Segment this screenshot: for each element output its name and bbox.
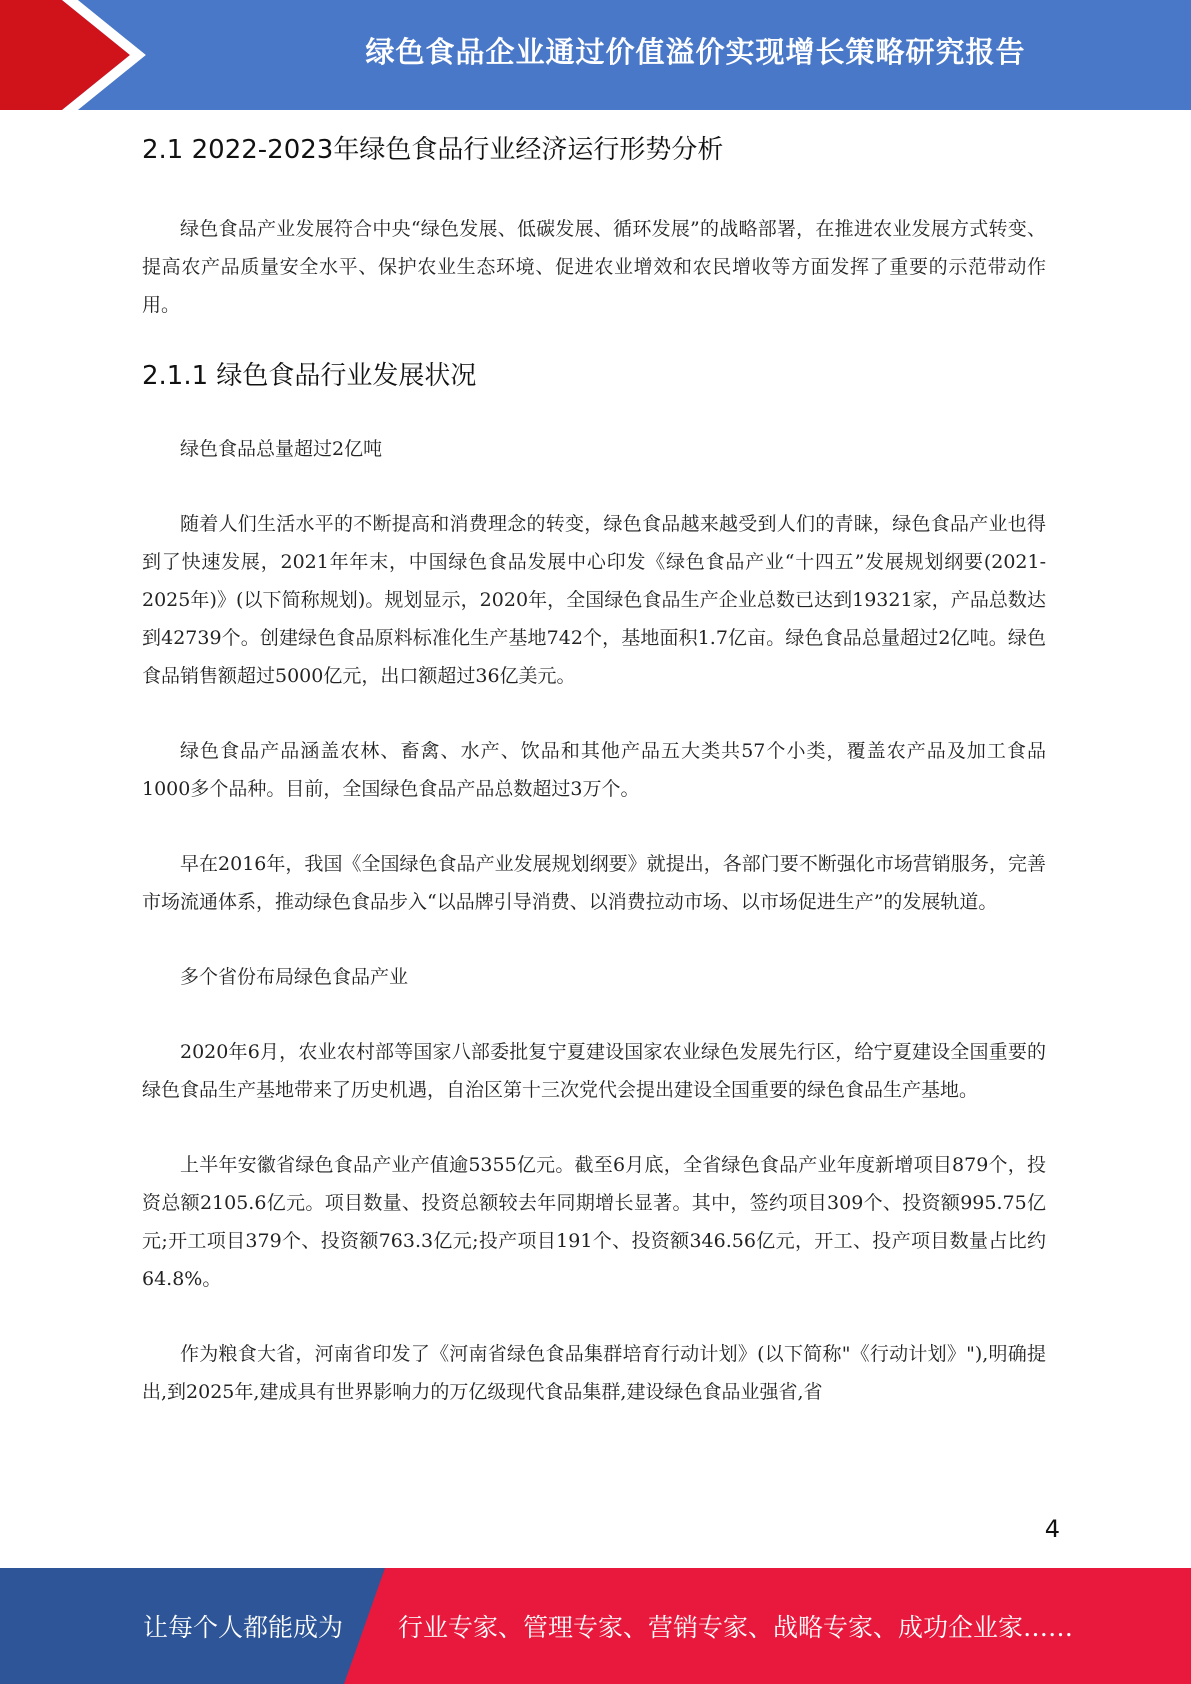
- paragraph-ningxia: 2020年6月，农业农村部等国家八部委批复宁夏建设国家农业绿色发展先行区，给宁夏建设全国重要的绿色食品生产基地带来了历史机遇，自治区第十三次党代会提出建设全国重要的绿色食品生产基地。: [142, 1041, 1046, 1101]
- page-header: [0, 0, 1191, 110]
- footer-slogan-left: 让每个人都能成为: [143, 1613, 344, 1642]
- paragraph-intro: 绿色食品产业发展符合中央“绿色发展、低碳发展、循环发展”的战略部署，在推进农业发展方式转变、提高农产品质量安全水平、保护农业生态环境、促进农业增效和农民增收等方面发挥了重要的示范带动作用。: [142, 218, 1046, 316]
- paragraph-henan: 作为粮食大省，河南省印发了《河南省绿色食品集群培育行动计划》(以下简称"《行动计划》"),明确提出,到2025年,建成具有世界影响力的万亿级现代食品集群,建设绿色食品业强省,省: [142, 1343, 1046, 1403]
- paragraph-development: 随着人们生活水平的不断提高和消费理念的转变，绿色食品越来越受到人们的青睐，绿色食品产业也得到了快速发展，2021年年末，中国绿色食品发展中心印发《绿色食品产业“十四五”发展规划纲要(2021-2025年)》(以下简称规划)。规划显示，2020年，全国绿色食品生产企业总数已达到19321家，产品总数达到42739个。创建绿色食品原料标准化生产基地742个，基地面积1.7亿亩。绿色食品总量超过2亿吨。绿色食品销售额超过5000亿元，出口额超过36亿美元。: [142, 513, 1046, 687]
- report-title: 绿色食品企业通过价值溢价实现增长策略研究报告: [365, 34, 1026, 69]
- paragraph-2016-plan: 早在2016年，我国《全国绿色食品产业发展规划纲要》就提出，各部门要不断强化市场营销服务，完善市场流通体系，推动绿色食品步入“以品牌引导消费、以消费拉动市场、以市场促进生产”的发展轨道。: [142, 853, 1046, 913]
- subheading-total-volume: 绿色食品总量超过2亿吨: [180, 438, 383, 460]
- document-body: [142, 110, 1046, 1411]
- section-heading-2-1: 2.1 2022-2023年绿色食品行业经济运行形势分析: [142, 135, 724, 165]
- subheading-provinces: 多个省份布局绿色食品产业: [180, 966, 409, 988]
- page-number: 4: [1044, 1515, 1060, 1543]
- paragraph-anhui: 上半年安徽省绿色食品产业产值逾5355亿元。截至6月底，全省绿色食品产业年度新增项目879个，投资总额2105.6亿元。项目数量、投资总额较去年同期增长显著。其中，签约项目309个、投资额995.75亿元;开工项目379个、投资额763.3亿元;投产项目191个、投资额346.56亿元，开工、投产项目数量占比约64.8%。: [142, 1154, 1046, 1290]
- footer-slogan-right: 行业专家、管理专家、营销专家、战略专家、成功企业家……: [398, 1613, 1074, 1642]
- section-heading-2-1-1: 2.1.1 绿色食品行业发展状况: [142, 361, 477, 391]
- paragraph-product-categories: 绿色食品产品涵盖农林、畜禽、水产、饮品和其他产品五大类共57个小类，覆盖农产品及加工食品1000多个品种。目前，全国绿色食品产品总数超过3万个。: [142, 740, 1046, 800]
- page-footer: [0, 1568, 1191, 1684]
- header-arrow-decoration: [0, 0, 160, 110]
